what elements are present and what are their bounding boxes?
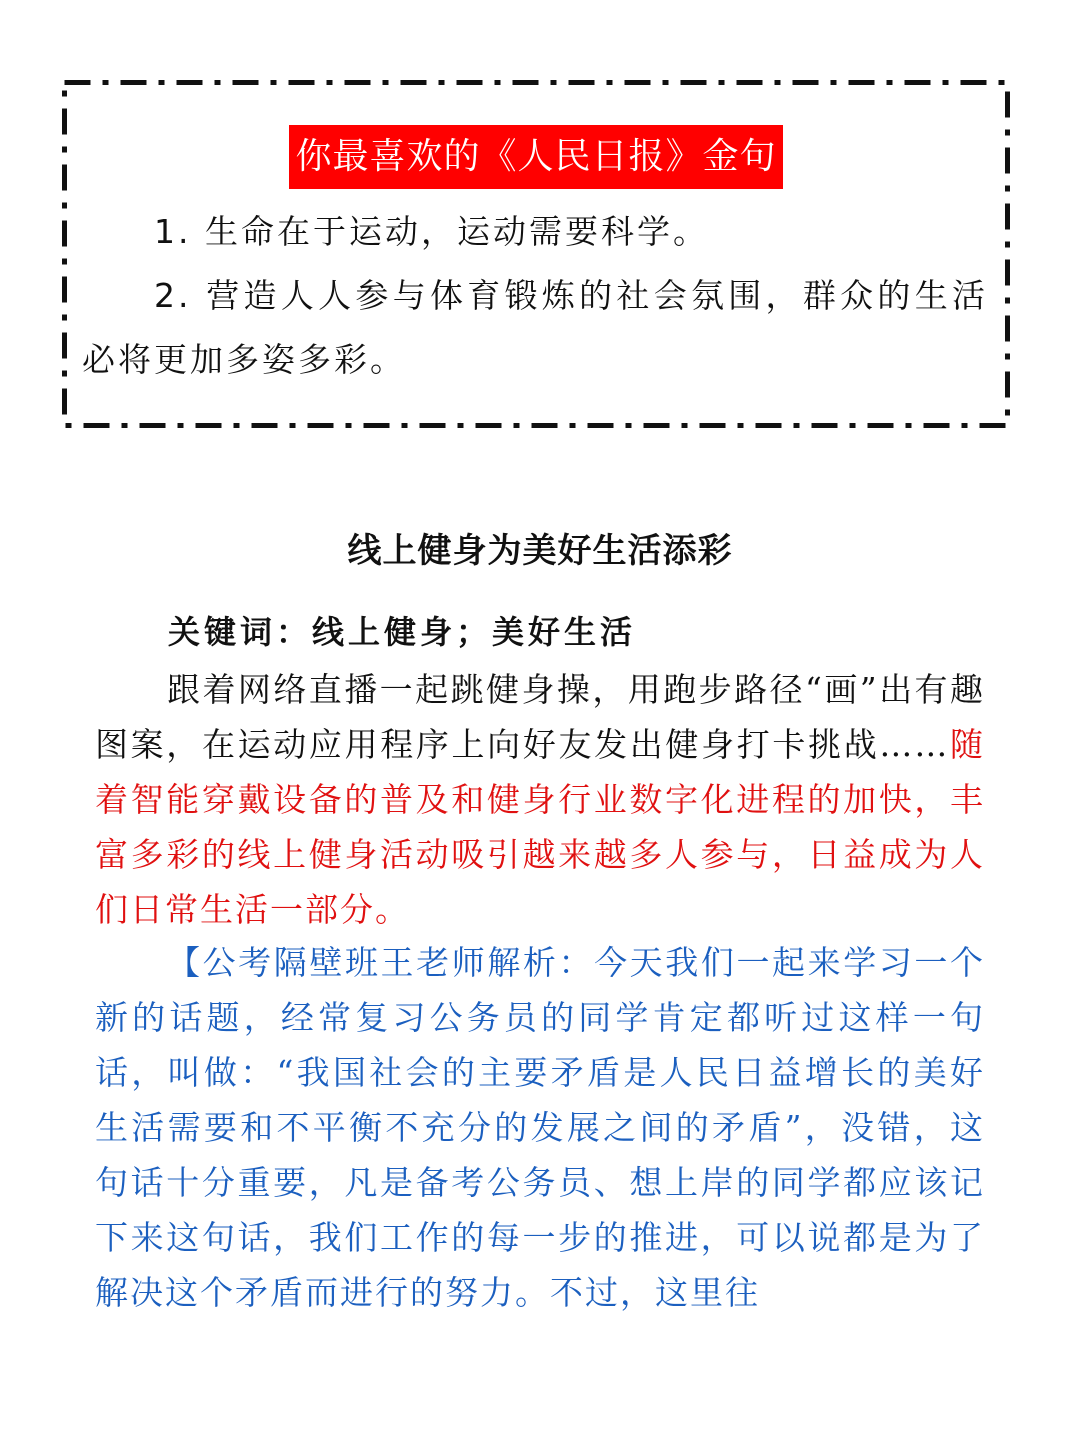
article-paragraph-1	[95, 662, 985, 937]
quote-item-1: 1. 生命在于运动，运动需要科学。	[154, 212, 709, 251]
paragraph-lead-text: 跟着网络直播一起跳健身操，用跑步路径“画”出有趣图案，在运动应用程序上向好友发出健身打卡挑战……	[95, 670, 985, 764]
paragraph-highlight-text: 随着智能穿戴设备的普及和健身行业数字化进程的加快，丰富多彩的线上健身活动吸引越来越多人参与，日益成为人们日常生活一部分。	[95, 725, 986, 929]
quote-list	[82, 200, 988, 392]
article-title: 线上健身为美好生活添彩	[347, 531, 733, 571]
analysis-paragraph: 【公考隔壁班王老师解析：今天我们一起来学习一个新的话题，经常复习公务员的同学肯定都听过这样一句话，叫做：“我国社会的主要矛盾是人民日益增长的美好生活需要和不平衡不充分的发展之间的矛盾”，没错，这句话十分重要，凡是备考公务员、想上岸的同学都应该记下来这句话，我们工作的每一步的推进，可以说都是为了解决这个矛盾而进行的努力。不过，这里往	[95, 943, 985, 1312]
article-keywords: 关键词：线上健身；美好生活	[168, 613, 637, 651]
quote-item-2: 2. 营造人人参与体育锻炼的社会氛围，群众的生活必将更加多姿多彩。	[82, 276, 988, 379]
quote-box-title: 你最喜欢的《人民日报》金句	[289, 125, 782, 189]
quote-box	[62, 80, 1010, 428]
